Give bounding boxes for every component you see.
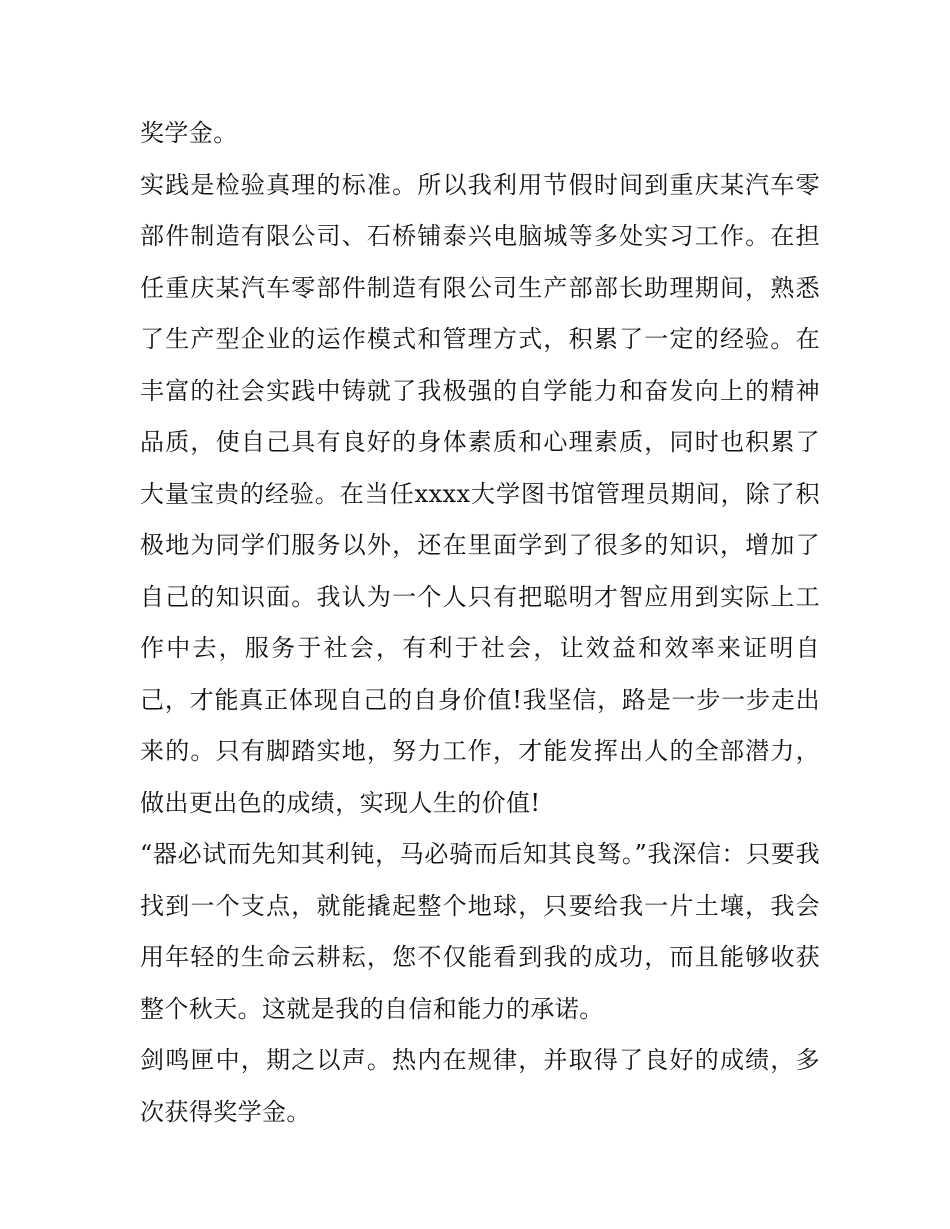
paragraph-1: 奖学金。 — [140, 119, 238, 147]
paragraph-2: 实践是检验真理的标准。所以我利用节假时间到重庆某汽车零部件制造有限公司、石桥铺泰兴电脑城等多处实习工作。在担任重庆某汽车零部件制造有限公司生产部部长助理期间，熟悉了生产型企业的运作模式和管理方式，积累了一定的经验。在丰富的社会实践中铸就了我极强的自学能力和奋发向上的精神品质，使自己具有良好的身体素质和心理素质，同时也积累了大量宝贵的经验。在当任xxxx大学图书馆管理员期间，除了积极地为同学们服务以外，还在里面学到了很多的知识，增加了自己的知识面。我认为一个人只有把聪明才智应用到实际上工作中去，服务于社会，有利于社会，让效益和效率来证明自己，才能真正体现自己的自身价值!我坚信，路是一步一步走出来的。只有脚踏实地，努力工作，才能发挥出人的全部潜力，做出更出色的成绩，实现人生的价值! — [140, 170, 820, 817]
document-body — [140, 108, 820, 1138]
paragraph-4: 剑鸣匣中，期之以声。热内在规律，并取得了良好的成绩，多次获得奖学金。 — [140, 1046, 820, 1126]
paragraph-3: “器必试而先知其利钝，马必骑而后知其良驽。”我深信：只要我找到一个支点，就能撬起整个地球，只要给我一片土壤，我会用年轻的生命云耕耘，您不仅能看到我的成功，而且能够收获整个秋天。这就是我的自信和能力的承诺。 — [140, 840, 820, 1023]
